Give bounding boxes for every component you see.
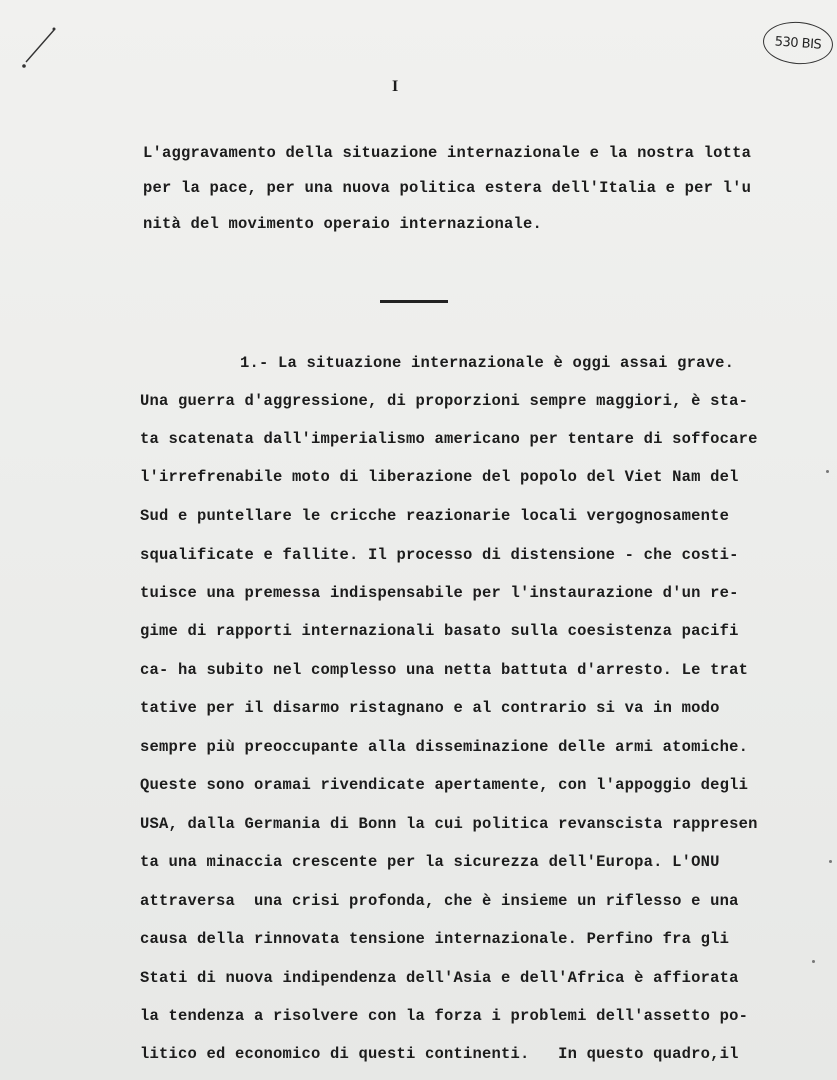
body-line: ta scatenata dall'imperialismo americano per tentare di soffocare — [140, 430, 758, 448]
archive-stamp: 530 BIS — [762, 20, 835, 67]
body-line: Sud e puntellare le cricche reazionarie locali vergognosamente — [140, 507, 730, 525]
heading-line: nità del movimento operaio internazionale. — [143, 215, 543, 233]
body-line: Stati di nuova indipendenza dell'Asia e dell'Africa è affiorata — [140, 969, 739, 987]
section-divider — [380, 300, 448, 303]
body-line: ta una minaccia crescente per la sicurezza dell'Europa. L'ONU — [140, 853, 720, 871]
body-line: tuisce una premessa indispensabile per l'instaurazione d'un re- — [140, 584, 739, 602]
body-line: gime di rapporti internazionali basato sulla coesistenza pacifi — [140, 622, 739, 640]
body-line: la tendenza a risolvere con la forza i problemi dell'assetto po- — [140, 1007, 749, 1025]
body-line: sempre più preoccupante alla disseminazione delle armi atomiche. — [140, 738, 749, 756]
body-line: Queste sono oramai rivendicate apertamente, con l'appoggio degli — [140, 776, 749, 794]
body-line: USA, dalla Germania di Bonn la cui politica revanscista rappresen — [140, 815, 758, 833]
body-line: causa della rinnovata tensione internazionale. Perfino fra gli — [140, 930, 730, 948]
body-line: attraversa una crisi profonda, che è insieme un riflesso e una — [140, 892, 739, 910]
paper-speck — [826, 470, 829, 473]
heading-line: L'aggravamento della situazione internazionale e la nostra lotta — [143, 144, 752, 162]
body-line: litico ed economico di questi continenti. In questo quadro,il — [140, 1045, 739, 1063]
paper-speck — [829, 860, 832, 863]
body-line: ca- ha subito nel complesso una netta battuta d'arresto. Le trat — [140, 661, 749, 679]
heading-line: per la pace, per una nuova politica estera dell'Italia e per l'u — [143, 179, 752, 197]
section-number: I — [392, 78, 399, 95]
body-line: squalificate e fallite. Il processo di distensione - che costi- — [140, 546, 739, 564]
body-line: l'irrefrenabile moto di liberazione del popolo del Viet Nam del — [140, 468, 739, 486]
body-line: 1.- La situazione internazionale è oggi assai grave. — [240, 354, 735, 372]
pen-mark-icon — [20, 26, 60, 70]
body-line: tative per il disarmo ristagnano e al contrario si va in modo — [140, 699, 720, 717]
body-line: Una guerra d'aggressione, di proporzioni sempre maggiori, è sta- — [140, 392, 749, 410]
paper-speck — [812, 960, 815, 963]
